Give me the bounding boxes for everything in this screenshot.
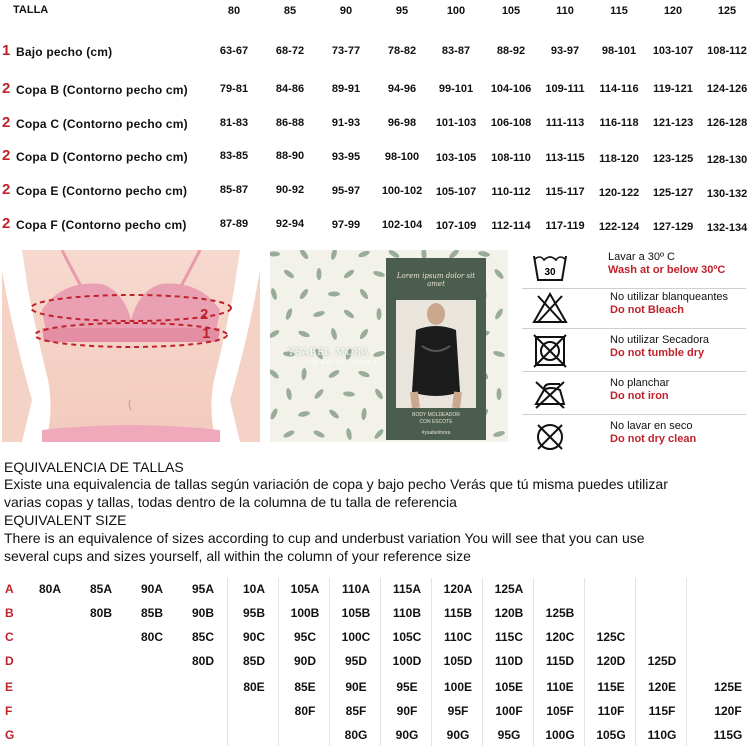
table-cell: 120-122 (598, 187, 640, 199)
leaf-mark (345, 428, 352, 441)
care-separator (522, 414, 746, 415)
row-letter: F (5, 704, 13, 718)
table-cell: 68-72 (275, 45, 305, 57)
row-letter: B (5, 606, 14, 620)
leaf-mark (301, 368, 307, 380)
table-cell: 114-116 (599, 83, 639, 95)
leaf-mark (497, 388, 502, 400)
table-cell: 87-89 (219, 218, 249, 230)
table-cell: 106-108 (490, 117, 532, 129)
equivalence-text-en-2: several cups and sizes yourself, all within the column of your reference size (4, 548, 471, 564)
size-header-cell: 95 (395, 5, 409, 17)
leaf-mark (343, 308, 356, 319)
table-cell: 126-128 (706, 117, 748, 129)
table-cell: 105-107 (435, 186, 477, 198)
row-number: 2 (2, 181, 11, 198)
row-label: Copa D (Contorno pecho cm) (16, 150, 188, 164)
care-text-es: No planchar (610, 377, 670, 389)
box-brand-sub: THE ART OF LINGERIE (306, 360, 379, 366)
grid-cell: 105B (341, 606, 371, 620)
size-header-cell: 90 (339, 5, 353, 17)
grid-cell: 90C (242, 630, 265, 644)
grid-cell: 105E (494, 680, 524, 694)
grid-cell: 120F (714, 704, 742, 718)
equivalence-title-en: EQUIVALENT SIZE (4, 512, 127, 528)
grid-cell: 90B (191, 606, 214, 620)
grid-cell: 115A (392, 582, 422, 596)
grid-cell: 115C (494, 630, 524, 644)
equivalence-text-es-1: Existe una equivalencia de tallas según variación de copa y bajo pecho Verás que tú misma puedes utilizar (4, 476, 668, 492)
leaf-mark (313, 310, 326, 318)
no-iron-icon (530, 376, 570, 412)
leaf-mark (298, 330, 311, 339)
grid-cell: 100F (495, 704, 523, 718)
row-letter: E (5, 680, 14, 694)
table-cell: 86-88 (275, 117, 305, 129)
leaf-mark (283, 429, 296, 439)
leaf-mark (270, 288, 278, 301)
grid-cell: 90D (293, 654, 316, 668)
table-cell: 127-129 (652, 221, 694, 233)
leaf-mark (361, 408, 367, 420)
leaf-mark (373, 270, 386, 278)
grid-cell: 110F (597, 704, 625, 718)
grid-cell: 90E (345, 680, 367, 694)
care-separator (522, 288, 746, 289)
grid-cell: 115E (597, 680, 625, 694)
leaf-mark (313, 429, 326, 439)
table-cell: 81-83 (219, 117, 249, 129)
care-text-en: Wash at or below 30ºC (608, 264, 726, 276)
box-brand: YSABEL MORA (288, 348, 370, 358)
grid-cell: 90G (446, 728, 470, 742)
grid-cell: 85C (191, 630, 214, 644)
leaf-mark (493, 430, 506, 438)
leaf-mark (358, 250, 371, 258)
table-cell: 83-87 (441, 45, 471, 57)
leaf-mark (313, 388, 325, 400)
grid-cell: 110C (443, 630, 473, 644)
grid-cell: 90G (395, 728, 419, 742)
leaf-mark (358, 370, 371, 379)
grid-cell: 125B (545, 606, 575, 620)
grid-cell: 80A (38, 582, 61, 596)
table-cell: 116-118 (599, 117, 639, 129)
grid-cell: 125C (596, 630, 626, 644)
grid-cell: 95A (191, 582, 214, 596)
care-text-en: Do not dry clean (610, 433, 697, 445)
table-cell: 88-90 (275, 150, 305, 162)
size-header-cell: 120 (663, 5, 683, 17)
table-cell: 84-86 (275, 83, 305, 95)
leaf-mark (343, 268, 356, 279)
grid-cell: 100C (341, 630, 371, 644)
care-text-es: No lavar en seco (610, 420, 693, 432)
grid-cell: 125E (713, 680, 743, 694)
box-desc-line2: CON ESCOTE (419, 419, 453, 425)
row-number: 1 (2, 42, 11, 59)
table-cell: 98-100 (384, 151, 420, 163)
leaf-mark (493, 268, 505, 280)
size-header-cell: 115 (610, 5, 628, 17)
row-label: Bajo pecho (cm) (16, 45, 113, 59)
grid-cell: 85D (242, 654, 265, 668)
table-cell: 98-101 (601, 45, 637, 57)
table-cell: 94-96 (387, 83, 417, 95)
leaf-mark (270, 252, 280, 257)
table-cell: 91-93 (331, 117, 361, 129)
grid-cell: 85A (89, 582, 112, 596)
leaf-mark (328, 408, 340, 420)
table-cell: 104-106 (490, 83, 532, 95)
body-model-icon (396, 300, 476, 408)
product-box-image (270, 250, 508, 442)
grid-cell: 100E (443, 680, 473, 694)
grid-cell: 120C (545, 630, 575, 644)
svg-text:30: 30 (544, 267, 556, 278)
leaf-mark (358, 288, 369, 301)
leaf-mark (270, 408, 279, 421)
leaf-mark (330, 328, 338, 341)
table-cell: 108-110 (491, 152, 531, 164)
row-number: 2 (2, 147, 11, 164)
leaf-mark (285, 388, 292, 401)
leaf-mark (377, 308, 382, 320)
grid-cell: 80C (140, 630, 163, 644)
leaf-mark (328, 369, 341, 380)
grid-cell: 10A (242, 582, 265, 596)
grid-cell: 110E (546, 680, 574, 694)
leaf-mark (328, 292, 340, 297)
care-text-en: Do not iron (610, 390, 669, 402)
leaf-mark (493, 350, 506, 358)
table-cell: 90-92 (275, 184, 305, 196)
row-number: 2 (2, 80, 11, 97)
table-cell: 124-126 (706, 83, 748, 95)
grid-cell: 85B (140, 606, 163, 620)
equivalence-text-en-1: There is an equivalence of sizes according to cup and underbust variation You will see that you can use (4, 530, 645, 546)
grid-cell: 105C (392, 630, 422, 644)
grid-cell: 115B (443, 606, 473, 620)
table-cell: 125-127 (652, 187, 694, 199)
table-cell: 99-101 (438, 83, 474, 95)
table-cell: 89-91 (331, 83, 361, 95)
grid-cell: 80E (243, 680, 265, 694)
table-cell: 109-111 (545, 83, 585, 95)
table-cell: 132-134 (706, 222, 748, 234)
grid-cell: 95B (242, 606, 265, 620)
leaf-mark (330, 250, 338, 260)
grid-cell: 120B (494, 606, 524, 620)
grid-cell: 95F (447, 704, 469, 718)
table-cell: 78-82 (387, 45, 417, 57)
grid-cell: 85E (294, 680, 316, 694)
table-cell: 93-95 (331, 151, 361, 163)
no-tumble-dry-icon (530, 333, 570, 369)
table-cell: 119-121 (653, 83, 693, 95)
size-header-cell: 85 (283, 5, 297, 17)
table-cell: 128-130 (706, 154, 748, 166)
bra-illustration (2, 250, 260, 442)
grid-cell: 105G (596, 728, 626, 742)
box-hashtag: #ysabelmora (421, 430, 451, 436)
row-number: 2 (2, 114, 11, 131)
grid-cell: 95D (344, 654, 367, 668)
row-letter: C (5, 630, 14, 644)
care-separator (522, 328, 746, 329)
care-text-es: No utilizar blanqueantes (610, 291, 729, 303)
grid-cell: 125D (647, 654, 677, 668)
leaf-mark (298, 410, 311, 417)
leaf-mark (374, 388, 385, 401)
grid-cell: 85F (345, 704, 367, 718)
table-header-talla: TALLA (13, 4, 49, 16)
no-dry-clean-icon (530, 419, 570, 455)
table-cell: 122-124 (598, 221, 640, 233)
grid-cell: 105A (290, 582, 320, 596)
grid-cell: 80F (294, 704, 316, 718)
size-header-cell: 80 (227, 5, 241, 17)
grid-cell: 110D (494, 654, 524, 668)
size-header-cell: 100 (446, 5, 466, 17)
care-text-en: Do not Bleach (610, 304, 684, 316)
grid-cell: 115G (713, 728, 743, 742)
grid-cell: 125A (494, 582, 524, 596)
grid-cell: 105F (546, 704, 574, 718)
grid-cell: 90F (396, 704, 418, 718)
care-separator (522, 371, 746, 372)
grid-cell: 95C (293, 630, 316, 644)
row-label: Copa F (Contorno pecho cm) (16, 218, 187, 232)
table-cell: 103-107 (652, 45, 694, 57)
care-text-es: Lavar a 30º C (608, 251, 675, 263)
table-cell: 96-98 (387, 117, 417, 129)
size-header-cell: 125 (717, 5, 737, 17)
leaf-mark (283, 268, 296, 279)
leaf-mark (298, 288, 309, 301)
grid-cell: 95E (396, 680, 418, 694)
grid-cell: 80G (344, 728, 368, 742)
box-model-photo (396, 300, 476, 408)
grid-cell: 110A (341, 582, 371, 596)
grid-cell: 90A (140, 582, 163, 596)
leaf-mark (478, 250, 491, 257)
table-cell: 93-97 (550, 45, 580, 57)
row-letter: D (5, 654, 14, 668)
grid-cell: 105D (443, 654, 473, 668)
grid-cell: 100B (290, 606, 320, 620)
grid-cell: 80B (89, 606, 112, 620)
equivalence-title-es: EQUIVALENCIA DE TALLAS (4, 459, 184, 475)
box-script-text: Lorem ipsum dolor sit amet (396, 272, 476, 288)
row-letter: A (5, 582, 14, 596)
table-cell: 115-117 (545, 186, 585, 198)
leaf-mark (298, 250, 309, 260)
row-label: Copa C (Contorno pecho cm) (16, 117, 188, 131)
wash-30-icon (530, 250, 570, 286)
row-letter: G (5, 728, 15, 742)
grid-cell: 115D (545, 654, 575, 668)
grid-cell: 120D (596, 654, 626, 668)
leaf-mark (270, 329, 280, 340)
grid-cell: 110B (392, 606, 422, 620)
table-cell: 79-81 (219, 83, 249, 95)
table-cell: 103-105 (435, 152, 477, 164)
marker-2: 2 (200, 306, 209, 323)
table-cell: 101-103 (435, 117, 477, 129)
care-text-es: No utilizar Secadora (610, 334, 710, 346)
size-header-cell: 110 (556, 5, 574, 17)
table-cell: 123-125 (652, 153, 694, 165)
grid-cell: 120A (443, 582, 473, 596)
box-green-panel (386, 258, 486, 440)
box-desc-line1: BODY MOLDEADOR (412, 412, 460, 418)
table-cell: 97-99 (331, 219, 361, 231)
table-cell: 112-114 (491, 220, 531, 232)
leaf-mark (317, 268, 322, 280)
table-cell: 92-94 (275, 218, 305, 230)
no-bleach-icon (530, 290, 570, 326)
leaf-mark (358, 328, 369, 341)
table-cell: 117-119 (545, 220, 585, 232)
grid-cell: 80D (191, 654, 214, 668)
table-cell: 130-132 (706, 188, 748, 200)
grid-cell: 120E (647, 680, 677, 694)
table-cell: 88-92 (496, 45, 526, 57)
table-cell: 63-67 (219, 45, 249, 57)
equivalence-text-es-2: varias copas y tallas, todas dentro de la columna de tu talla de referencia (4, 494, 457, 510)
grid-cell: 95G (497, 728, 521, 742)
table-cell: 100-102 (381, 185, 423, 197)
table-cell: 108-112 (707, 45, 747, 57)
row-label: Copa E (Contorno pecho cm) (16, 184, 188, 198)
leaf-mark (285, 308, 294, 321)
table-cell: 95-97 (331, 185, 361, 197)
table-cell: 83-85 (219, 150, 249, 162)
bra-figure (2, 250, 260, 442)
leaf-mark (270, 368, 280, 380)
table-cell: 110-112 (491, 186, 531, 198)
table-cell: 85-87 (219, 184, 249, 196)
size-header-cell: 105 (501, 5, 521, 17)
leaf-mark (343, 391, 355, 397)
table-cell: 118-120 (599, 153, 639, 165)
leaf-mark (494, 308, 505, 321)
grid-cell: 110G (647, 728, 677, 742)
table-cell: 113-115 (545, 152, 585, 164)
care-text-en: Do not tumble dry (610, 347, 705, 359)
leaf-mark (373, 428, 385, 440)
table-cell: 107-109 (435, 220, 477, 232)
table-cell: 121-123 (652, 117, 694, 129)
marker-1: 1 (202, 325, 211, 342)
leaf-mark (373, 350, 386, 358)
table-cell: 73-77 (331, 45, 361, 57)
grid-cell: 115F (648, 704, 676, 718)
row-number: 2 (2, 215, 11, 232)
grid-cell: 100D (392, 654, 422, 668)
table-cell: 111-113 (545, 117, 585, 129)
table-cell: 102-104 (381, 219, 423, 231)
row-label: Copa B (Contorno pecho cm) (16, 83, 188, 97)
grid-cell: 100G (545, 728, 575, 742)
